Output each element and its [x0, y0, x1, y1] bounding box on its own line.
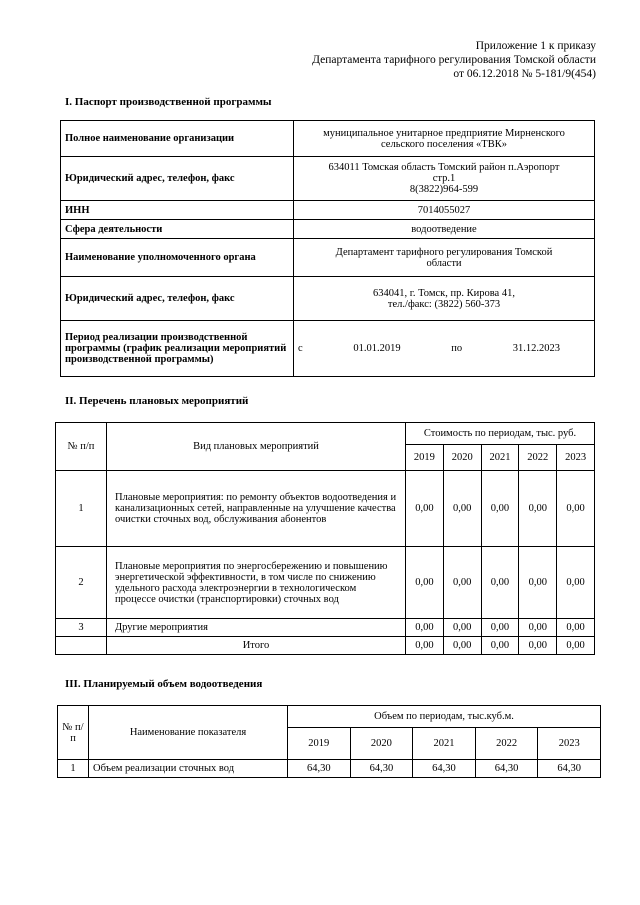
indicator-name: Объем реализации сточных вод: [89, 760, 288, 778]
table-row: [56, 471, 595, 547]
total-cell: 0,00: [519, 637, 557, 655]
activity-name: Плановые мероприятия по энергосбережению и повышению энергетической эффективности, в том числе по снижению удельного расхода электроэнергии в технологическом процессе очистки (транспортировки) сточных вод: [107, 547, 406, 619]
total-label: Итого: [107, 637, 406, 655]
activity-name: Другие мероприятия: [107, 619, 406, 637]
cost-cell: 0,00: [406, 547, 444, 619]
header-line-2: Департамента тарифного регулирования Томской области: [312, 54, 596, 66]
cost-cell: 0,00: [443, 471, 481, 547]
section-2-title: II. Перечень плановых мероприятий: [65, 395, 249, 407]
passport-value: водоотведение: [294, 220, 595, 239]
year-header: 2019: [288, 728, 351, 760]
volume-cell: 64,30: [350, 760, 413, 778]
cost-cell: 0,00: [519, 547, 557, 619]
activities-table: [55, 422, 595, 655]
year-header: 2019: [406, 445, 444, 471]
year-header: 2021: [413, 728, 476, 760]
year-header: 2023: [538, 728, 601, 760]
volume-cell: 64,30: [475, 760, 538, 778]
year-header: 2020: [350, 728, 413, 760]
col-header-num: № п/п: [56, 423, 107, 471]
passport-value: муниципальное унитарное предприятие Мирненского сельского поселения «ТВК»: [294, 121, 595, 157]
row-num: 2: [56, 547, 107, 619]
cost-cell: 0,00: [481, 471, 519, 547]
document-header: [312, 39, 596, 81]
passport-label: ИНН: [61, 201, 294, 220]
passport-value: 634041, г. Томск, пр. Кирова 41, тел./факс: (3822) 560-373: [294, 277, 595, 321]
volume-cell: 64,30: [538, 760, 601, 778]
year-header: 2023: [557, 445, 595, 471]
total-cell: 0,00: [481, 637, 519, 655]
col-header-volume: Объем по периодам, тыс.куб.м.: [288, 706, 601, 728]
table-row: [58, 760, 601, 778]
cost-cell: 0,00: [557, 619, 595, 637]
cost-cell: 0,00: [519, 471, 557, 547]
col-header-activity: Вид плановых мероприятий: [107, 423, 406, 471]
section-1-title: I. Паспорт производственной программы: [65, 96, 272, 108]
passport-label: Юридический адрес, телефон, факс: [61, 157, 294, 201]
total-cell: 0,00: [443, 637, 481, 655]
cost-cell: 0,00: [481, 619, 519, 637]
year-header: 2021: [481, 445, 519, 471]
cost-cell: 0,00: [481, 547, 519, 619]
year-header: 2020: [443, 445, 481, 471]
table-row: [56, 547, 595, 619]
volume-table: [57, 705, 601, 778]
cost-cell: 0,00: [406, 619, 444, 637]
header-line-3: от 06.12.2018 № 5-181/9(454): [453, 68, 596, 80]
cost-cell: 0,00: [557, 547, 595, 619]
passport-value: Департамент тарифного регулирования Томской области: [294, 239, 595, 277]
activity-name: Плановые мероприятия: по ремонту объектов водоотведения и канализационных сетей, направленные на улучшение качества очистки сточных вод, обслуживания абонентов: [107, 471, 406, 547]
year-header: 2022: [519, 445, 557, 471]
passport-label: Юридический адрес, телефон, факс: [61, 277, 294, 321]
passport-value: 7014055027: [294, 201, 595, 220]
table-row: [56, 619, 595, 637]
cost-cell: 0,00: [443, 547, 481, 619]
passport-label: Наименование уполномоченного органа: [61, 239, 294, 277]
col-header-num: № п/п: [58, 706, 89, 760]
passport-label: Сфера деятельности: [61, 220, 294, 239]
cost-cell: 0,00: [443, 619, 481, 637]
total-cell: 0,00: [557, 637, 595, 655]
row-num: 3: [56, 619, 107, 637]
total-row: [56, 637, 595, 655]
col-header-indicator: Наименование показателя: [89, 706, 288, 760]
cost-cell: 0,00: [519, 619, 557, 637]
passport-value: 634011 Томская область Томский район п.Аэропорт стр.1 8(3822)964-599: [294, 157, 595, 201]
section-3-title: III. Планируемый объем водоотведения: [65, 678, 263, 690]
volume-cell: 64,30: [413, 760, 476, 778]
volume-cell: 64,30: [288, 760, 351, 778]
total-cell: 0,00: [406, 637, 444, 655]
passport-table: [60, 120, 595, 377]
col-header-cost: Стоимость по периодам, тыс. руб.: [406, 423, 595, 445]
header-line-1: Приложение 1 к приказу: [475, 40, 596, 52]
year-header: 2022: [475, 728, 538, 760]
cost-cell: 0,00: [557, 471, 595, 547]
row-num: 1: [56, 471, 107, 547]
period-value: с 01.01.2019 по 31.12.2023: [294, 321, 595, 377]
period-label: Период реализации производственной программы (график реализации мероприятий производственной программы): [61, 321, 294, 377]
passport-label: Полное наименование организации: [61, 121, 294, 157]
cost-cell: 0,00: [406, 471, 444, 547]
row-num: 1: [58, 760, 89, 778]
